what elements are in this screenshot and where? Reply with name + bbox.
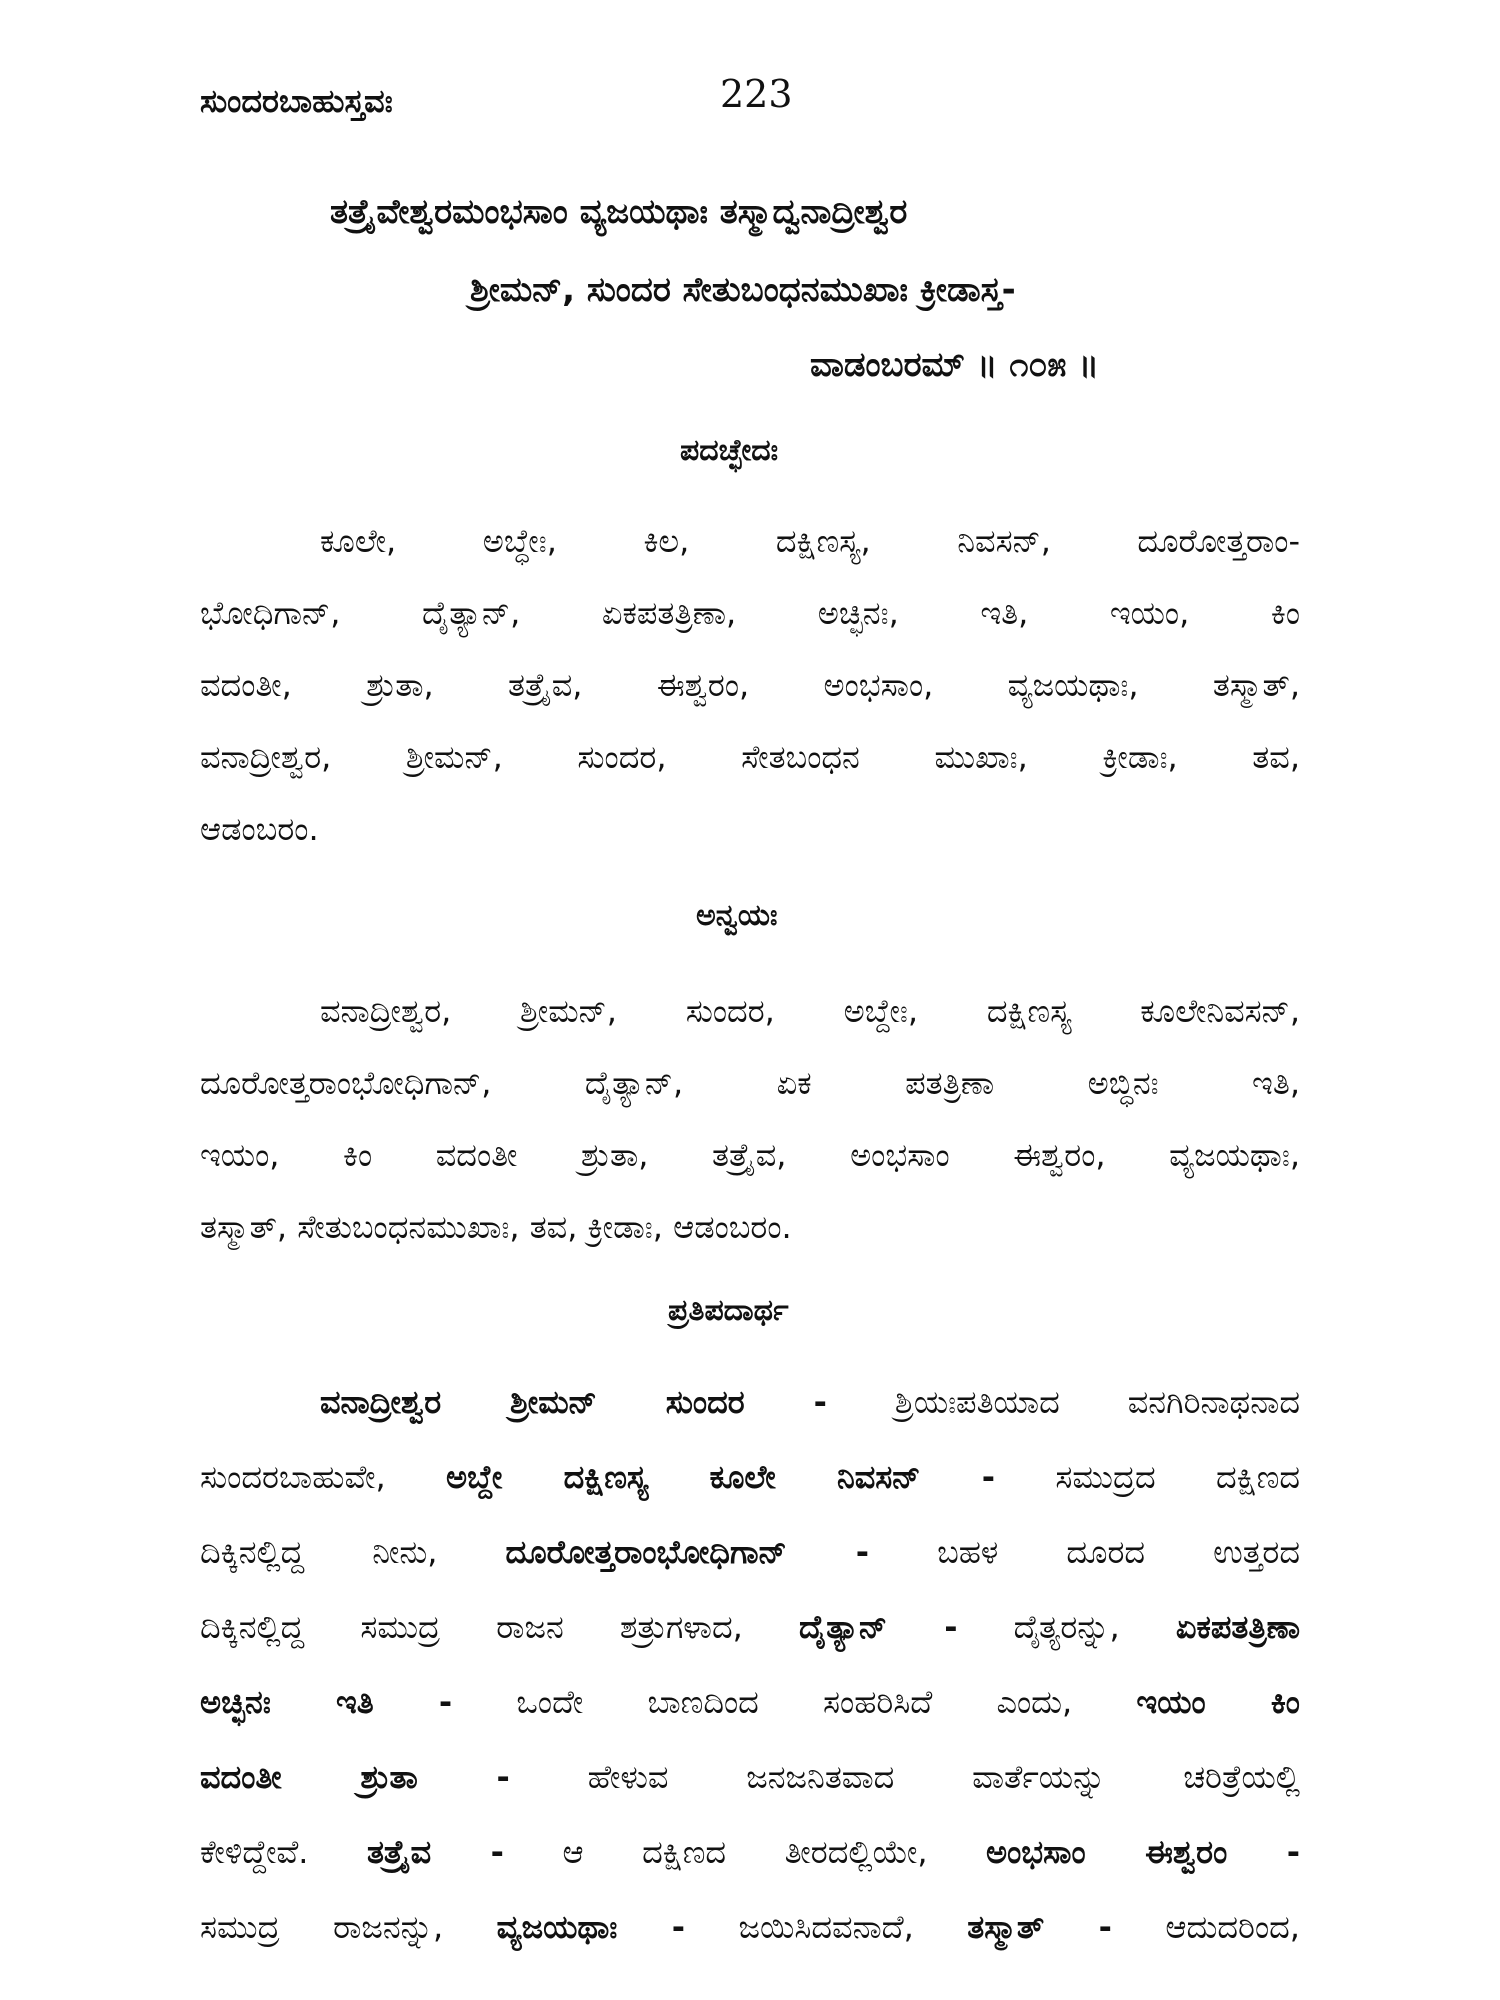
- gloss-meaning: ಜಯಿಸಿದವನಾದೆ,: [685, 1908, 968, 1946]
- paragraph-line: [200, 1665, 1300, 1740]
- gloss-term: ತಸ್ಮಾತ್ -: [967, 1908, 1112, 1946]
- gloss-meaning: ಬಹಳ ದೂರದ ಉತ್ತರದ: [869, 1533, 1301, 1571]
- paragraph-line: ಇಯಂ, ಕಿಂ ವದಂತೀ ಶ್ರುತಾ, ತತ್ರೈವ, ಅಂಭಸಾಂ ಈಶ್ವರಂ, ವ್ಯಜಯಥಾಃ,: [200, 1136, 1300, 1174]
- paragraph-line: ಕೂಲೇ, ಅಬ್ಧೇಃ, ಕಿಲ, ದಕ್ಷಿಣಸ್ಯ, ನಿವಸನ್, ದೂರೋತ್ತರಾಂ-: [320, 522, 1300, 560]
- gloss-term: ದೂರೋತ್ತರಾಂಭೋಧಿಗಾನ್ -: [505, 1533, 870, 1571]
- gloss-term: ಇಯಂ ಕಿಂ: [1136, 1683, 1300, 1721]
- gloss-term: ವದಂತೀ ಶ್ರುತಾ -: [200, 1758, 510, 1796]
- gloss-meaning: ಶ್ರಿಯಃಪತಿಯಾದ ವನಗಿರಿನಾಥನಾದ: [826, 1383, 1300, 1421]
- paragraph-line: [200, 1515, 1300, 1590]
- gloss-meaning: ಒಂದೇ ಬಾಣದಿಂದ ಸಂಹರಿಸಿದೆ ಎಂದು,: [452, 1683, 1137, 1721]
- gloss-term: ದೈತ್ಯಾನ್ -: [798, 1608, 958, 1646]
- anvaya-heading: ಅನ್ವಯಃ: [696, 898, 778, 933]
- anvaya-paragraph: [200, 975, 1300, 1263]
- paragraph-line: [200, 1440, 1300, 1515]
- gloss-term: ತತ್ರೈವ -: [366, 1833, 504, 1871]
- paragraph-line: [200, 1590, 1300, 1665]
- paragraph-line: ಆಡಂಬರಂ.: [200, 810, 319, 848]
- gloss-term: ಏಕಪತತ್ರಿಣಾ: [1175, 1608, 1300, 1646]
- paragraph-line: ದೂರೋತ್ತರಾಂಭೋಧಿಗಾನ್, ದೈತ್ಯಾನ್, ಏಕ ಪತತ್ರಿಣಾ ಅಬ್ಧಿನಃ ಇತಿ,: [200, 1064, 1300, 1102]
- gloss-meaning: ದೈತ್ಯರನ್ನು,: [957, 1608, 1176, 1646]
- paragraph-line: ವನಾದ್ರೀಶ್ವರ, ಶ್ರೀಮನ್, ಸುಂದರ, ಸೇತಬಂಧನ ಮುಖಾಃ, ಕ್ರೀಡಾಃ, ತವ,: [200, 738, 1300, 776]
- paragraph-line: ವನಾದ್ರೀಶ್ವರ, ಶ್ರೀಮನ್, ಸುಂದರ, ಅಬ್ದೇಃ, ದಕ್ಷಿಣಸ್ಯ ಕೂಲೇನಿವಸನ್,: [320, 992, 1300, 1030]
- page-number: 223: [720, 72, 793, 116]
- gloss-meaning: ಆ ದಕ್ಷಿಣದ ತೀರದಲ್ಲಿಯೇ,: [503, 1833, 987, 1871]
- pratipadartha-heading: ಪ್ರತಿಪದಾರ್ಥ: [668, 1293, 789, 1328]
- verse-line: ವಾಡಂಬರಮ್ ॥ ೧೦೫ ॥: [810, 345, 1100, 385]
- gloss-meaning: ಹೇಳುವ ಜನಜನಿತವಾದ ವಾರ್ತೆಯನ್ನು ಚರಿತ್ರೆಯಲ್ಲಿ: [509, 1758, 1300, 1796]
- paragraph-line: [200, 1815, 1300, 1890]
- verse-line: ಶ್ರೀಮನ್, ಸುಂದರ ಸೇತುಬಂಧನಮುಖಾಃ ಕ್ರೀಡಾಸ್ತ-: [470, 270, 1016, 310]
- gloss-meaning: ದಿಕ್ಕಿನಲ್ಲಿದ್ದ ನೀನು,: [200, 1533, 506, 1571]
- paragraph-line: ವದಂತೀ, ಶ್ರುತಾ, ತತ್ರೈವ, ಈಶ್ವರಂ, ಅಂಭಸಾಂ, ವ್ಯಜಯಥಾಃ, ತಸ್ಮಾತ್,: [200, 666, 1300, 704]
- gloss-meaning: ಆದುದರಿಂದ,: [1111, 1908, 1300, 1946]
- gloss-meaning: ದಿಕ್ಕಿನಲ್ಲಿದ್ದ ಸಮುದ್ರ ರಾಜನ ಶತ್ರುಗಳಾದ,: [200, 1608, 799, 1646]
- gloss-meaning: ಸುಂದರಬಾಹುವೇ,: [200, 1458, 446, 1496]
- paragraph-line: ತಸ್ಮಾತ್, ಸೇತುಬಂಧನಮುಖಾಃ, ತವ, ಕ್ರೀಡಾಃ, ಆಡಂಬರಂ.: [200, 1208, 792, 1246]
- paragraph-line: [200, 1890, 1300, 1965]
- padaccheda-paragraph: [200, 505, 1300, 865]
- padaccheda-heading: ಪದಚ್ಛೇದಃ: [680, 433, 779, 468]
- paragraph-line: [200, 1365, 1300, 1440]
- gloss-term: ಅಬ್ದೇ ದಕ್ಷಿಣಸ್ಯ ಕೂಲೇ ನಿವಸನ್ -: [445, 1458, 996, 1496]
- paragraph-line: [200, 1740, 1300, 1815]
- running-title: ಸುಂದರಬಾಹುಸ್ತವಃ: [200, 82, 393, 120]
- gloss-term: ವ್ಯಜಯಥಾಃ -: [496, 1908, 686, 1946]
- gloss-term: ಅಚ್ಛಿನಃ ಇತಿ -: [200, 1683, 453, 1721]
- paragraph-line: ಭೋಧಿಗಾನ್, ದೈತ್ಯಾನ್, ಏಕಪತತ್ರಿಣಾ, ಅಚ್ಛಿನಃ, ಇತಿ, ಇಯಂ, ಕಿಂ: [200, 594, 1300, 632]
- gloss-term: ಅಂಭಸಾಂ ಈಶ್ವರಂ -: [986, 1833, 1301, 1871]
- gloss-term: ವನಾದ್ರೀಶ್ವರ ಶ್ರೀಮನ್ ಸುಂದರ -: [320, 1383, 827, 1421]
- gloss-meaning: ಸಮುದ್ರದ ದಕ್ಷಿಣದ: [995, 1458, 1300, 1496]
- verse-line: ತತ್ರೈವೇಶ್ವರಮಂಭಸಾಂ ವ್ಯಜಯಥಾಃ ತಸ್ಮಾದ್ವನಾದ್ರೀಶ್ವರ: [330, 192, 908, 232]
- pratipadartha-paragraph: [200, 1365, 1300, 1965]
- gloss-meaning: ಕೇಳಿದ್ದೇವೆ.: [200, 1833, 367, 1871]
- gloss-meaning: ಸಮುದ್ರ ರಾಜನನ್ನು,: [200, 1908, 497, 1946]
